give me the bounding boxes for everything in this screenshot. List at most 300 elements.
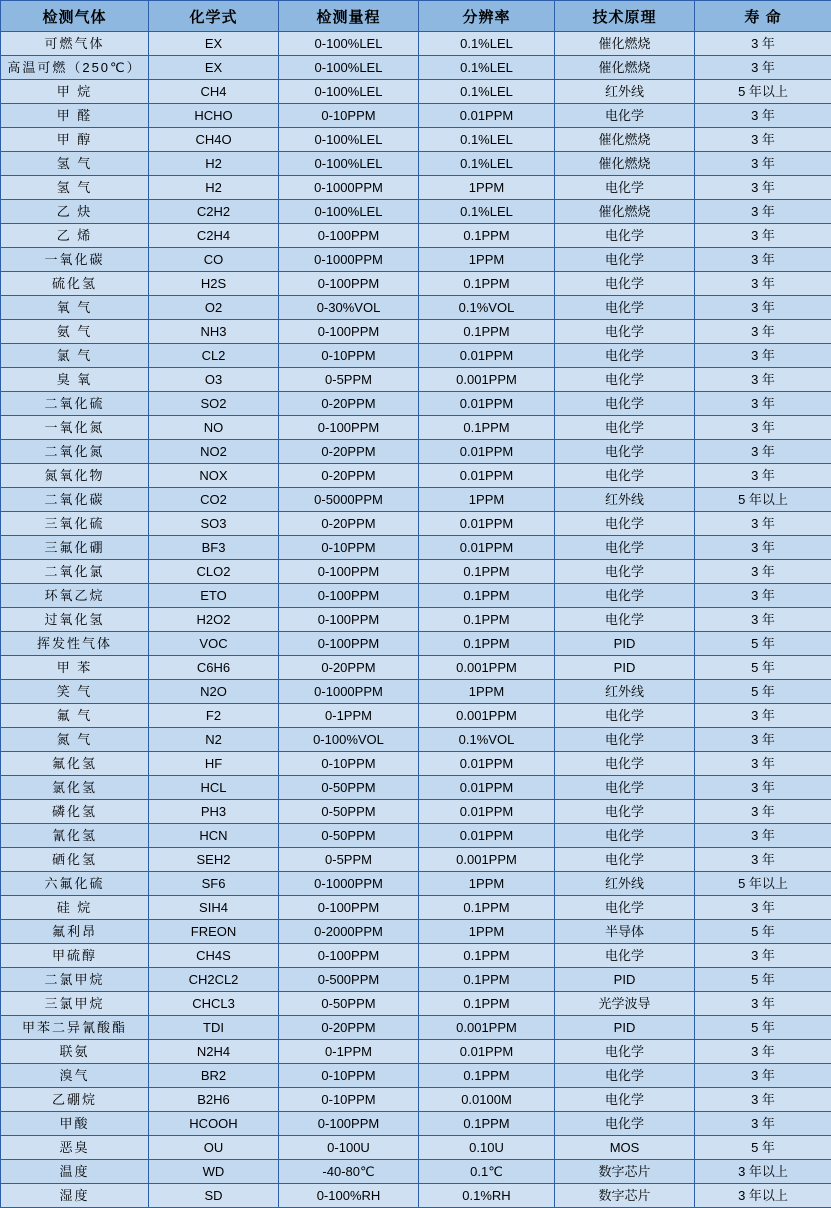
cell-resolution: 0.1PPM <box>419 272 555 296</box>
cell-resolution: 0.01PPM <box>419 1040 555 1064</box>
cell-gas: 二氧化硫 <box>1 392 149 416</box>
cell-formula: PH3 <box>149 800 279 824</box>
cell-lifetime: 3 年 <box>695 392 831 416</box>
cell-principle: 电化学 <box>555 344 695 368</box>
cell-principle: 电化学 <box>555 1040 695 1064</box>
cell-principle: PID <box>555 632 695 656</box>
cell-range: 0-100U <box>279 1136 419 1160</box>
cell-formula: BF3 <box>149 536 279 560</box>
cell-lifetime: 5 年 <box>695 1136 831 1160</box>
cell-resolution: 0.1PPM <box>419 896 555 920</box>
table-row <box>1 416 831 440</box>
cell-resolution: 1PPM <box>419 680 555 704</box>
cell-formula: NO <box>149 416 279 440</box>
cell-formula: FREON <box>149 920 279 944</box>
cell-principle: 数字芯片 <box>555 1160 695 1184</box>
cell-gas: 乙硼烷 <box>1 1088 149 1112</box>
cell-formula: OU <box>149 1136 279 1160</box>
cell-lifetime: 3 年 <box>695 104 831 128</box>
table-row <box>1 1112 831 1136</box>
cell-gas: 二氧化氯 <box>1 560 149 584</box>
cell-formula: HCOOH <box>149 1112 279 1136</box>
cell-range: 0-30%VOL <box>279 296 419 320</box>
cell-resolution: 0.001PPM <box>419 1016 555 1040</box>
cell-principle: 电化学 <box>555 512 695 536</box>
cell-principle: 电化学 <box>555 752 695 776</box>
cell-range: 0-100%LEL <box>279 200 419 224</box>
cell-range: 0-2000PPM <box>279 920 419 944</box>
table-header <box>1 1 831 32</box>
cell-principle: 电化学 <box>555 1112 695 1136</box>
column-header-range: 检测量程 <box>279 1 419 32</box>
table-row <box>1 920 831 944</box>
table-row <box>1 344 831 368</box>
cell-gas: 甲 烷 <box>1 80 149 104</box>
cell-range: 0-10PPM <box>279 344 419 368</box>
cell-gas: 磷化氢 <box>1 800 149 824</box>
cell-resolution: 0.1%LEL <box>419 80 555 104</box>
cell-principle: 光学波导 <box>555 992 695 1016</box>
cell-lifetime: 3 年 <box>695 776 831 800</box>
cell-lifetime: 3 年 <box>695 416 831 440</box>
cell-range: 0-10PPM <box>279 1064 419 1088</box>
cell-resolution: 0.001PPM <box>419 704 555 728</box>
cell-resolution: 0.1%LEL <box>419 200 555 224</box>
cell-gas: 高温可燃（250℃） <box>1 56 149 80</box>
cell-formula: CL2 <box>149 344 279 368</box>
table-row <box>1 560 831 584</box>
table-row <box>1 320 831 344</box>
cell-formula: N2H4 <box>149 1040 279 1064</box>
cell-gas: 联氨 <box>1 1040 149 1064</box>
cell-resolution: 0.001PPM <box>419 656 555 680</box>
table-row <box>1 656 831 680</box>
cell-lifetime: 3 年以上 <box>695 1160 831 1184</box>
cell-gas: 三氧化硫 <box>1 512 149 536</box>
cell-gas: 甲苯二异氰酸酯 <box>1 1016 149 1040</box>
cell-lifetime: 3 年 <box>695 1112 831 1136</box>
cell-lifetime: 3 年 <box>695 32 831 56</box>
cell-resolution: 0.01PPM <box>419 776 555 800</box>
table-row <box>1 944 831 968</box>
cell-resolution: 0.1PPM <box>419 1112 555 1136</box>
cell-resolution: 0.1%LEL <box>419 56 555 80</box>
cell-resolution: 0.01PPM <box>419 392 555 416</box>
cell-gas: 六氟化硫 <box>1 872 149 896</box>
cell-principle: 催化燃烧 <box>555 128 695 152</box>
cell-formula: SO3 <box>149 512 279 536</box>
cell-formula: NO2 <box>149 440 279 464</box>
cell-lifetime: 5 年 <box>695 1016 831 1040</box>
cell-gas: 氰化氢 <box>1 824 149 848</box>
cell-lifetime: 3 年 <box>695 440 831 464</box>
cell-principle: 电化学 <box>555 368 695 392</box>
cell-resolution: 0.1%VOL <box>419 728 555 752</box>
cell-lifetime: 5 年以上 <box>695 872 831 896</box>
cell-range: 0-5PPM <box>279 368 419 392</box>
cell-principle: 电化学 <box>555 296 695 320</box>
cell-formula: SO2 <box>149 392 279 416</box>
cell-resolution: 0.01PPM <box>419 464 555 488</box>
cell-gas: 氮氧化物 <box>1 464 149 488</box>
cell-lifetime: 3 年 <box>695 296 831 320</box>
table-row <box>1 392 831 416</box>
table-row <box>1 368 831 392</box>
cell-formula: H2 <box>149 152 279 176</box>
cell-resolution: 0.1PPM <box>419 608 555 632</box>
cell-lifetime: 3 年 <box>695 512 831 536</box>
cell-lifetime: 3 年 <box>695 944 831 968</box>
cell-formula: VOC <box>149 632 279 656</box>
cell-principle: 电化学 <box>555 776 695 800</box>
cell-gas: 二氯甲烷 <box>1 968 149 992</box>
cell-gas: 硒化氢 <box>1 848 149 872</box>
cell-lifetime: 3 年 <box>695 224 831 248</box>
table-row <box>1 296 831 320</box>
cell-principle: 电化学 <box>555 728 695 752</box>
cell-principle: 电化学 <box>555 704 695 728</box>
cell-range: 0-1000PPM <box>279 176 419 200</box>
cell-principle: 电化学 <box>555 104 695 128</box>
cell-range: 0-1000PPM <box>279 680 419 704</box>
cell-gas: 溴气 <box>1 1064 149 1088</box>
cell-range: 0-100%LEL <box>279 128 419 152</box>
table-row <box>1 200 831 224</box>
cell-formula: TDI <box>149 1016 279 1040</box>
table-row <box>1 1184 831 1208</box>
cell-resolution: 0.01PPM <box>419 512 555 536</box>
cell-range: 0-100PPM <box>279 584 419 608</box>
cell-resolution: 0.001PPM <box>419 368 555 392</box>
cell-gas: 甲 醛 <box>1 104 149 128</box>
cell-gas: 笑 气 <box>1 680 149 704</box>
cell-formula: EX <box>149 32 279 56</box>
table-row <box>1 176 831 200</box>
cell-formula: CH4O <box>149 128 279 152</box>
cell-resolution: 0.01PPM <box>419 536 555 560</box>
table-body <box>1 32 831 1208</box>
cell-principle: PID <box>555 968 695 992</box>
cell-lifetime: 5 年以上 <box>695 80 831 104</box>
cell-principle: 电化学 <box>555 560 695 584</box>
table-row <box>1 1136 831 1160</box>
cell-range: 0-100PPM <box>279 272 419 296</box>
cell-gas: 三氟化硼 <box>1 536 149 560</box>
cell-range: 0-100PPM <box>279 944 419 968</box>
table-row <box>1 584 831 608</box>
cell-formula: H2O2 <box>149 608 279 632</box>
cell-gas: 二氧化氮 <box>1 440 149 464</box>
cell-principle: 催化燃烧 <box>555 152 695 176</box>
table-row <box>1 872 831 896</box>
cell-formula: H2S <box>149 272 279 296</box>
cell-lifetime: 3 年 <box>695 1088 831 1112</box>
cell-range: 0-1PPM <box>279 704 419 728</box>
cell-range: 0-50PPM <box>279 776 419 800</box>
cell-lifetime: 3 年 <box>695 704 831 728</box>
cell-resolution: 0.10U <box>419 1136 555 1160</box>
cell-lifetime: 3 年 <box>695 152 831 176</box>
cell-principle: 催化燃烧 <box>555 32 695 56</box>
cell-gas: 氯 气 <box>1 344 149 368</box>
table-row <box>1 728 831 752</box>
cell-range: 0-100PPM <box>279 320 419 344</box>
cell-range: 0-50PPM <box>279 824 419 848</box>
cell-resolution: 0.01PPM <box>419 800 555 824</box>
cell-range: 0-100%LEL <box>279 32 419 56</box>
cell-principle: 电化学 <box>555 848 695 872</box>
cell-formula: H2 <box>149 176 279 200</box>
cell-formula: C6H6 <box>149 656 279 680</box>
cell-range: 0-500PPM <box>279 968 419 992</box>
cell-gas: 乙 炔 <box>1 200 149 224</box>
cell-lifetime: 3 年 <box>695 728 831 752</box>
cell-principle: 电化学 <box>555 272 695 296</box>
cell-principle: 电化学 <box>555 584 695 608</box>
cell-gas: 甲 苯 <box>1 656 149 680</box>
cell-range: -40-80℃ <box>279 1160 419 1184</box>
cell-formula: C2H4 <box>149 224 279 248</box>
cell-formula: HCHO <box>149 104 279 128</box>
cell-lifetime: 3 年 <box>695 800 831 824</box>
cell-principle: 电化学 <box>555 1088 695 1112</box>
cell-gas: 氯化氢 <box>1 776 149 800</box>
cell-formula: CLO2 <box>149 560 279 584</box>
cell-lifetime: 3 年 <box>695 752 831 776</box>
cell-formula: O2 <box>149 296 279 320</box>
cell-resolution: 0.01PPM <box>419 752 555 776</box>
cell-formula: NOX <box>149 464 279 488</box>
cell-formula: CO2 <box>149 488 279 512</box>
cell-gas: 臭 氧 <box>1 368 149 392</box>
cell-formula: F2 <box>149 704 279 728</box>
cell-gas: 氟 气 <box>1 704 149 728</box>
cell-lifetime: 5 年 <box>695 632 831 656</box>
cell-gas: 环氧乙烷 <box>1 584 149 608</box>
cell-resolution: 0.01PPM <box>419 440 555 464</box>
cell-range: 0-20PPM <box>279 512 419 536</box>
table-row <box>1 488 831 512</box>
cell-range: 0-5PPM <box>279 848 419 872</box>
cell-range: 0-20PPM <box>279 1016 419 1040</box>
cell-principle: 催化燃烧 <box>555 200 695 224</box>
cell-principle: 电化学 <box>555 608 695 632</box>
cell-gas: 可燃气体 <box>1 32 149 56</box>
table-row <box>1 680 831 704</box>
cell-gas: 一氧化碳 <box>1 248 149 272</box>
cell-principle: 电化学 <box>555 440 695 464</box>
table-row <box>1 1040 831 1064</box>
cell-gas: 氮 气 <box>1 728 149 752</box>
cell-resolution: 0.1%LEL <box>419 128 555 152</box>
cell-lifetime: 3 年 <box>695 464 831 488</box>
cell-resolution: 1PPM <box>419 176 555 200</box>
cell-formula: SD <box>149 1184 279 1208</box>
cell-formula: WD <box>149 1160 279 1184</box>
cell-lifetime: 3 年 <box>695 176 831 200</box>
cell-resolution: 0.0100M <box>419 1088 555 1112</box>
cell-gas: 甲硫醇 <box>1 944 149 968</box>
cell-resolution: 0.1PPM <box>419 944 555 968</box>
cell-gas: 氧 气 <box>1 296 149 320</box>
cell-principle: 红外线 <box>555 872 695 896</box>
cell-gas: 氟利昂 <box>1 920 149 944</box>
cell-formula: HF <box>149 752 279 776</box>
table-row <box>1 992 831 1016</box>
cell-gas: 甲酸 <box>1 1112 149 1136</box>
cell-formula: SF6 <box>149 872 279 896</box>
cell-gas: 氢 气 <box>1 152 149 176</box>
cell-formula: C2H2 <box>149 200 279 224</box>
table-row <box>1 632 831 656</box>
cell-formula: HCN <box>149 824 279 848</box>
cell-principle: 电化学 <box>555 392 695 416</box>
cell-principle: 电化学 <box>555 536 695 560</box>
cell-range: 0-100%LEL <box>279 56 419 80</box>
cell-resolution: 0.1PPM <box>419 224 555 248</box>
cell-resolution: 1PPM <box>419 248 555 272</box>
cell-principle: 红外线 <box>555 80 695 104</box>
cell-gas: 一氧化氮 <box>1 416 149 440</box>
table-row <box>1 608 831 632</box>
cell-formula: O3 <box>149 368 279 392</box>
cell-principle: 电化学 <box>555 224 695 248</box>
cell-range: 0-1000PPM <box>279 872 419 896</box>
cell-resolution: 0.1PPM <box>419 1064 555 1088</box>
cell-principle: 电化学 <box>555 416 695 440</box>
cell-lifetime: 3 年 <box>695 344 831 368</box>
cell-lifetime: 3 年 <box>695 272 831 296</box>
cell-resolution: 1PPM <box>419 488 555 512</box>
table-row <box>1 800 831 824</box>
table-row <box>1 848 831 872</box>
cell-formula: BR2 <box>149 1064 279 1088</box>
cell-principle: 半导体 <box>555 920 695 944</box>
cell-principle: MOS <box>555 1136 695 1160</box>
cell-resolution: 1PPM <box>419 872 555 896</box>
table-row <box>1 224 831 248</box>
cell-principle: 电化学 <box>555 824 695 848</box>
cell-resolution: 0.01PPM <box>419 824 555 848</box>
cell-range: 0-10PPM <box>279 1088 419 1112</box>
table-row <box>1 104 831 128</box>
cell-gas: 挥发性气体 <box>1 632 149 656</box>
cell-formula: HCL <box>149 776 279 800</box>
cell-formula: N2O <box>149 680 279 704</box>
cell-range: 0-1PPM <box>279 1040 419 1064</box>
cell-formula: SIH4 <box>149 896 279 920</box>
cell-resolution: 0.1%RH <box>419 1184 555 1208</box>
cell-lifetime: 3 年 <box>695 584 831 608</box>
table-row <box>1 776 831 800</box>
cell-gas: 甲 醇 <box>1 128 149 152</box>
cell-range: 0-50PPM <box>279 992 419 1016</box>
cell-principle: PID <box>555 1016 695 1040</box>
cell-gas: 乙 烯 <box>1 224 149 248</box>
cell-formula: SEH2 <box>149 848 279 872</box>
cell-range: 0-100PPM <box>279 560 419 584</box>
cell-range: 0-20PPM <box>279 464 419 488</box>
cell-lifetime: 3 年 <box>695 200 831 224</box>
cell-formula: N2 <box>149 728 279 752</box>
cell-range: 0-10PPM <box>279 104 419 128</box>
table-row <box>1 752 831 776</box>
cell-range: 0-100PPM <box>279 608 419 632</box>
cell-formula: B2H6 <box>149 1088 279 1112</box>
cell-gas: 湿度 <box>1 1184 149 1208</box>
cell-lifetime: 3 年 <box>695 1040 831 1064</box>
cell-lifetime: 3 年 <box>695 368 831 392</box>
cell-lifetime: 3 年 <box>695 608 831 632</box>
table-row <box>1 80 831 104</box>
cell-range: 0-1000PPM <box>279 248 419 272</box>
cell-lifetime: 5 年 <box>695 920 831 944</box>
table-row <box>1 968 831 992</box>
cell-lifetime: 3 年 <box>695 1064 831 1088</box>
cell-gas: 二氧化碳 <box>1 488 149 512</box>
cell-principle: 电化学 <box>555 464 695 488</box>
cell-formula: CH4S <box>149 944 279 968</box>
column-header-lifetime: 寿 命 <box>695 1 831 32</box>
table-row <box>1 248 831 272</box>
cell-resolution: 0.1℃ <box>419 1160 555 1184</box>
cell-resolution: 0.1PPM <box>419 632 555 656</box>
cell-range: 0-10PPM <box>279 752 419 776</box>
cell-principle: 催化燃烧 <box>555 56 695 80</box>
cell-range: 0-100PPM <box>279 896 419 920</box>
cell-resolution: 0.1PPM <box>419 560 555 584</box>
cell-lifetime: 3 年 <box>695 824 831 848</box>
table-row <box>1 512 831 536</box>
cell-range: 0-100%LEL <box>279 152 419 176</box>
cell-lifetime: 3 年 <box>695 248 831 272</box>
cell-resolution: 0.1PPM <box>419 416 555 440</box>
cell-lifetime: 5 年 <box>695 656 831 680</box>
cell-formula: CH4 <box>149 80 279 104</box>
cell-resolution: 0.1%LEL <box>419 32 555 56</box>
cell-lifetime: 3 年 <box>695 992 831 1016</box>
cell-lifetime: 5 年 <box>695 968 831 992</box>
cell-lifetime: 3 年 <box>695 536 831 560</box>
cell-formula: EX <box>149 56 279 80</box>
cell-principle: 电化学 <box>555 944 695 968</box>
cell-resolution: 0.1PPM <box>419 992 555 1016</box>
cell-formula: CHCL3 <box>149 992 279 1016</box>
cell-principle: 电化学 <box>555 800 695 824</box>
cell-range: 0-10PPM <box>279 536 419 560</box>
column-header-resolution: 分辨率 <box>419 1 555 32</box>
cell-principle: 红外线 <box>555 488 695 512</box>
cell-range: 0-20PPM <box>279 392 419 416</box>
column-header-formula: 化学式 <box>149 1 279 32</box>
cell-resolution: 0.01PPM <box>419 104 555 128</box>
cell-lifetime: 3 年 <box>695 560 831 584</box>
cell-gas: 硅 烷 <box>1 896 149 920</box>
cell-principle: 电化学 <box>555 248 695 272</box>
cell-gas: 过氧化氢 <box>1 608 149 632</box>
cell-formula: ETO <box>149 584 279 608</box>
cell-resolution: 0.1PPM <box>419 584 555 608</box>
cell-gas: 温度 <box>1 1160 149 1184</box>
table-row <box>1 1088 831 1112</box>
cell-range: 0-100%LEL <box>279 80 419 104</box>
cell-lifetime: 3 年 <box>695 56 831 80</box>
cell-range: 0-100PPM <box>279 1112 419 1136</box>
table-row <box>1 896 831 920</box>
cell-range: 0-100PPM <box>279 416 419 440</box>
cell-range: 0-100%RH <box>279 1184 419 1208</box>
cell-range: 0-100PPM <box>279 632 419 656</box>
